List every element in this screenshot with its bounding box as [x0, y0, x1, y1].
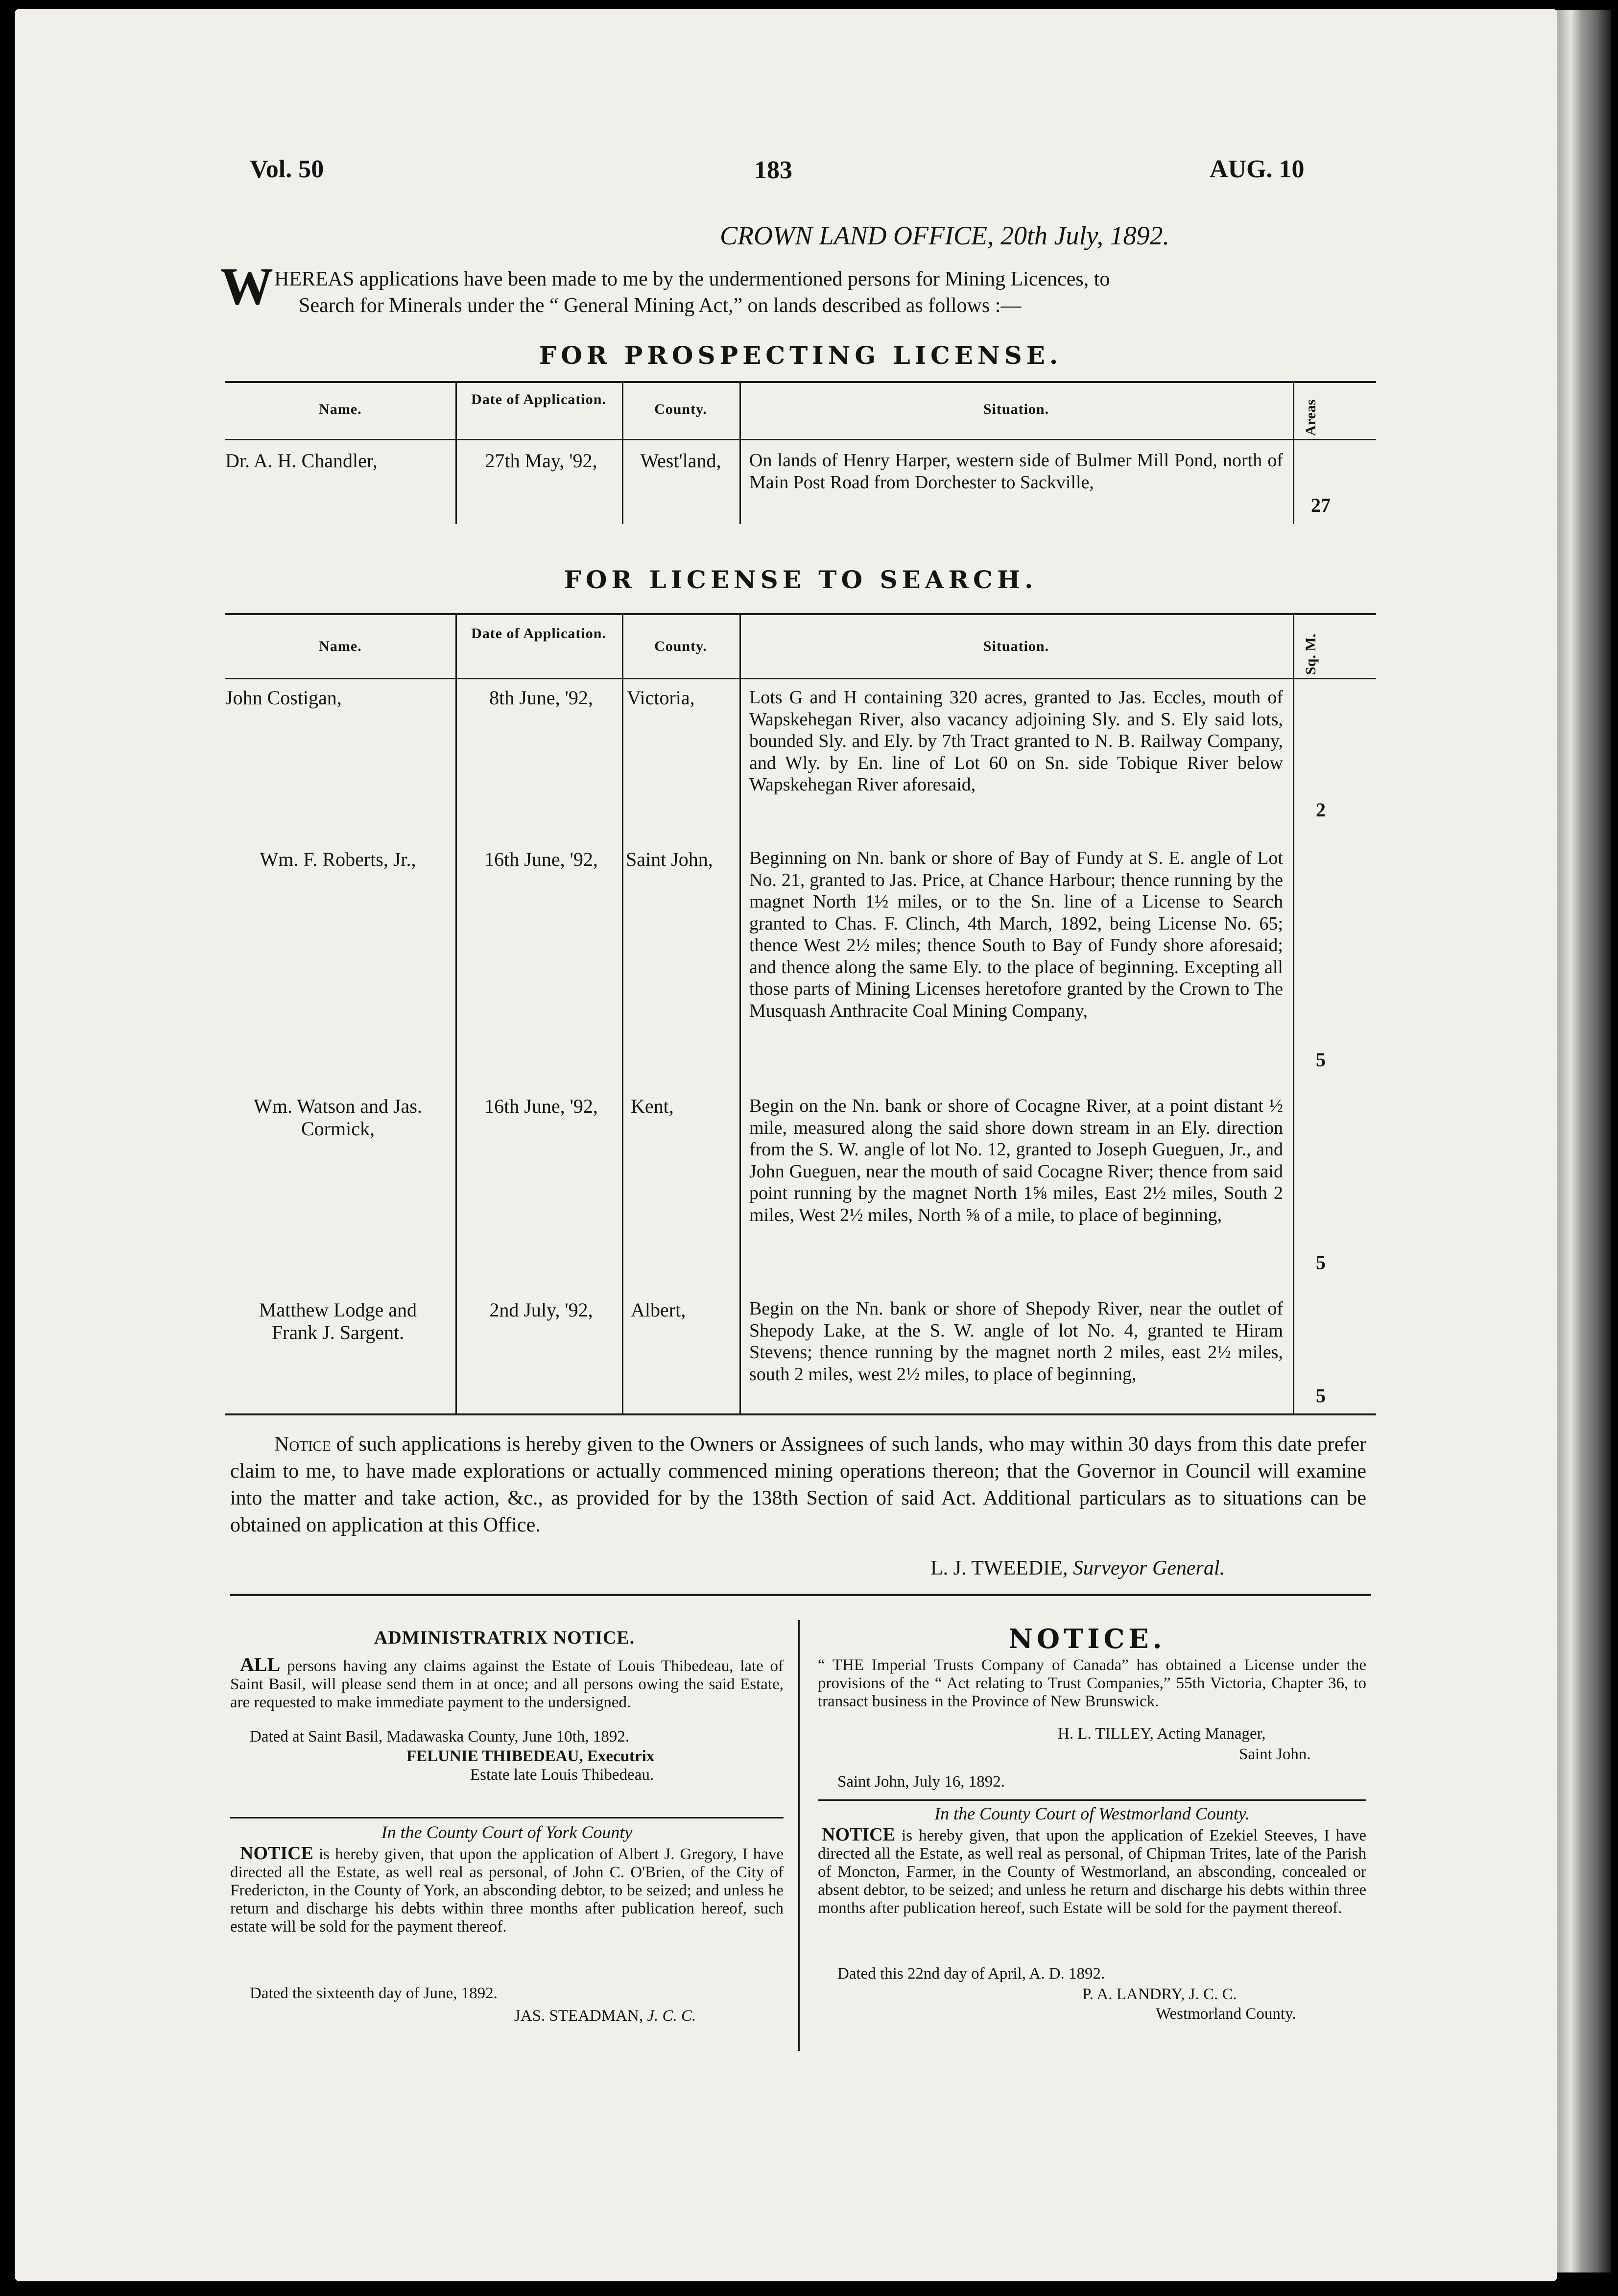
search-title: FOR LICENSE TO SEARCH. — [564, 565, 1038, 594]
row-situation: Lots G and H containing 320 acres, granted to Jas. Eccles, mouth of Wapskehegan River, also vacancy adjoining Sly. and S. Ely said lots, bounded Sly. and Ely. by 7th Tract granted to N. B. Railway Company, and Wly. by En. line of Lot 60 on Sn. side Tobique River below Wapskehegan River aforesaid, — [749, 687, 1283, 795]
westmorland-signature: P. A. LANDRY, J. C. C. — [1082, 1985, 1237, 2003]
admin-lead: ALL — [240, 1653, 281, 1675]
column-rule — [1293, 614, 1294, 1414]
column-divider — [798, 1620, 800, 2051]
trust-signature: H. L. TILLEY, Acting Manager, — [1058, 1725, 1266, 1743]
york-body-text: is hereby given, that upon the application of Albert J. Gregory, I have directed all the Estate, as well real as personal, of John C. O'Brien, of the City of Fredericton, in the County of York, an absconding debtor, to be seized; and unless he return and discharge his debts within three months after publication hereof, such estate will be sold for the payment thereof. — [230, 1845, 784, 1936]
row-sq-m: 5 — [1316, 1049, 1326, 1071]
row-county: Kent, — [631, 1095, 674, 1117]
trust-notice-title: NOTICE. — [1008, 1623, 1166, 1654]
trust-notice-body: “ THE Imperial Trusts Company of Canada” has obtained a License under the provisions of the “ Act relating to Trust Companies,” 55th Victoria, Chapter 36, to transact business in the Province of New Brunswick. — [818, 1656, 1366, 1710]
prospecting-title: FOR PROSPECTING LICENSE. — [539, 341, 1063, 370]
signature-name: L. J. TWEEDIE, — [930, 1557, 1068, 1579]
col-header-date: Date of Application. — [471, 391, 606, 407]
york-lead: NOTICE — [240, 1843, 313, 1864]
row-county: West'land, — [640, 450, 721, 472]
column-rule — [455, 614, 457, 1414]
row-name: Dr. A. H. Chandler, — [225, 450, 378, 472]
office-date: 20th July, 1892. — [1000, 221, 1169, 250]
row-situation: Begin on the Nn. bank or shore of Cocagne River, at a point distant ½ mile, measured along the said shore down stream in an Ely. direction from the S. W. angle of lot No. 12, granted to Joseph Gueguen, Jr., and John Gueguen, near the mouth of said Cocagne River; thence from said point running by the magnet North 1⅝ miles, East 2½ miles, South 2 miles, West 2½ miles, North ⅝ of a mile, to place of beginning, — [749, 1096, 1283, 1225]
intro-line-1-rest: applications have been made to me by the undermentioned persons for Mining Licences, to — [359, 268, 1110, 290]
intro-first-word: HEREAS — [274, 268, 355, 290]
col-header-county: County. — [654, 401, 707, 417]
york-dated: Dated the sixteenth day of June, 1892. — [250, 1985, 498, 2002]
row-name: Wm. F. Roberts, Jr., — [260, 848, 416, 870]
col-header-date: Date of Application. — [471, 625, 606, 642]
notice-paragraph — [230, 1431, 1366, 1539]
row-name: Matthew Lodge and Frank J. Sargent. — [259, 1299, 417, 1343]
row-county: Victoria, — [627, 687, 695, 709]
notice-text: of such applications is hereby given to the Owners or Assignees of such lands, who may within 30 days from this date prefer claim to me, to have made explorations or actually commenced mining operations thereon; that the Governor in Council will examine into the matter and take action, &c., as provided for by the 138th Section of said Act. Additional particulars as to situations can be obtained on application at this Office. — [230, 1433, 1366, 1536]
col-header-name: Name. — [319, 401, 362, 417]
row-date: 16th June, '92, — [484, 848, 598, 870]
notice-lead: Notice — [274, 1433, 331, 1456]
row-situation: Beginning on Nn. bank or shore of Bay of Fundy at S. E. angle of Lot No. 21, granted to Jas. Price, at Chance Harbour; thence running by the magnet North 1½ miles, or to the Sn. line of a License to Search granted to Chas. F. Clinch, 4th March, 1892, being License No. 65; thence West 2½ miles; thence South to Bay of Fundy shore aforesaid; and thence along the same Ely. to the place of beginning. Excepting all those parts of Mining Licenses heretofore granted by the Crown to The Musquash Anthracite Coal Mining Company, — [749, 848, 1283, 1021]
gazette-page — [15, 9, 1557, 2281]
row-sq-m: 5 — [1316, 1251, 1326, 1273]
row-name: Wm. Watson and Jas. Cormick, — [254, 1095, 422, 1140]
drop-cap: W — [220, 258, 273, 316]
westmorland-lead: NOTICE — [822, 1824, 895, 1845]
york-notice-body — [230, 1844, 784, 1936]
admin-signature: FELUNIE THIBEDEAU, Executrix — [406, 1747, 655, 1765]
row-situation: On lands of Henry Harper, western side of Bulmer Mill Pond, north of Main Post Road from Dorchester to Sackville, — [749, 450, 1283, 493]
trust-signature-line-2: Saint John. — [1239, 1746, 1311, 1763]
page-number: 183 — [754, 156, 792, 184]
westmorland-court-title: In the County Court of Westmorland County. — [934, 1804, 1250, 1823]
york-sig-title: J. C. C. — [647, 2007, 696, 2025]
admin-dated: Dated at Saint Basil, Madawaska County, June 10th, 1892. — [250, 1728, 630, 1746]
intro-line-2: Search for Minerals under the “ General Mining Act,” on lands described as follows :— — [299, 294, 1022, 317]
westmorland-body-text: is hereby given, that upon the application of Ezekiel Steeves, I have directed all the Estate, as well real as personal, of Chipman Trites, late of the Parish of Moncton, Farmer, in the County of Westmorland, an absconding, concealed or absent debtor, to be seized; and unless he return and discharge his debts within three months after publication hereof, such Estate will be sold for the payment thereof. — [818, 1827, 1367, 1917]
col-header-situation: Situation. — [983, 401, 1049, 417]
york-signature — [514, 2007, 696, 2025]
admin-notice-title: ADMINISTRATRIX NOTICE. — [374, 1627, 635, 1648]
york-court-title: In the County Court of York County — [381, 1822, 633, 1842]
westmorland-dated: Dated this 22nd day of April, A. D. 1892. — [837, 1965, 1105, 1983]
signature-title: Surveyor General. — [1072, 1557, 1225, 1579]
row-areas: 27 — [1311, 494, 1331, 516]
office-name: CROWN LAND OFFICE, — [720, 221, 994, 250]
westmorland-notice-body — [818, 1826, 1366, 1917]
row-date: 8th June, '92, — [489, 687, 593, 709]
admin-notice-body — [230, 1655, 784, 1712]
row-county: Albert, — [631, 1299, 686, 1321]
row-county: Saint John, — [626, 848, 713, 870]
table-rule — [225, 439, 1376, 440]
admin-body-text: persons having any claims against the Estate of Louis Thibedeau, late of Saint Basil, will please send them in at once; and all persons owing the said Estate, are requested to make immediate payment to the undersigned. — [230, 1657, 784, 1711]
section-divider — [230, 1594, 1371, 1596]
issue-date: AUG. 10 — [1210, 155, 1305, 183]
col-header-name: Name. — [319, 638, 362, 654]
row-date: 27th May, '92, — [485, 450, 597, 472]
table-rule — [225, 1413, 1376, 1415]
westmorland-signature-line-2: Westmorland County. — [1156, 2005, 1296, 2023]
col-header-areas: Areas — [1303, 399, 1319, 436]
row-sq-m: 2 — [1316, 799, 1326, 821]
column-rule — [622, 614, 623, 1414]
column-rule-left — [230, 1817, 784, 1818]
row-date: 2nd July, '92, — [489, 1299, 593, 1321]
admin-signature-line-2: Estate late Louis Thibedeau. — [470, 1766, 654, 1784]
intro-line-1 — [274, 266, 1366, 292]
column-rule — [739, 614, 741, 1414]
col-header-county: County. — [654, 638, 707, 654]
table-rule — [225, 381, 1376, 383]
table-rule — [225, 678, 1376, 679]
volume-label: Vol. 50 — [250, 155, 324, 183]
row-situation: Begin on the Nn. bank or shore of Shepody River, near the outlet of Shepody Lake, at the S. W. angle of lot No. 4, granted te Hiram Stevens; thence running by the magnet north 2 miles, east 2½ miles, south 2 miles, west 2½ miles, to place of beginning, — [749, 1298, 1283, 1385]
york-sig-name: JAS. STEADMAN, — [514, 2007, 643, 2025]
column-rule-right — [818, 1799, 1366, 1801]
surveyor-signature — [930, 1556, 1225, 1580]
table-rule — [225, 613, 1376, 615]
row-date: 16th June, '92, — [484, 1095, 598, 1117]
col-header-situation: Situation. — [983, 638, 1049, 654]
office-line — [720, 220, 1169, 251]
row-name: John Costigan, — [225, 687, 342, 709]
row-sq-m: 5 — [1316, 1385, 1326, 1407]
trust-dated: Saint John, July 16, 1892. — [837, 1773, 1005, 1791]
col-header-sq-m: Sq. M. — [1303, 633, 1319, 675]
